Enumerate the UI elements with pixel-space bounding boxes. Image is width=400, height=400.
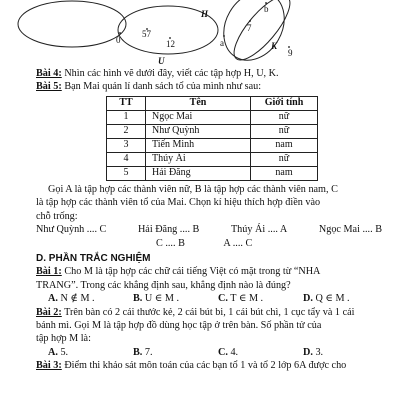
element-7: 7 [247, 23, 252, 33]
set-k-label: K [271, 41, 278, 51]
worksheet-content [36, 68, 388, 374]
exercise-4 [36, 68, 388, 80]
venn-diagrams [0, 0, 400, 66]
fill-item: C .... B [156, 237, 185, 249]
option-c[interactable]: C. T ∈ M . [218, 293, 264, 305]
exercise-5-desc-3: chỗ trống: [36, 210, 78, 222]
question-1-options [36, 293, 388, 305]
question-1-text-1: Bài 1: Cho M là tập hợp các chữ cái tiếng Việt có mặt trong từ “NHA [36, 266, 321, 278]
element-57: 57 [142, 29, 151, 39]
question-1-label: Bài 1: [36, 266, 62, 278]
table-row: 4 Thúy Ái nữ [107, 152, 318, 166]
exercise-4-label: Bài 4: [36, 68, 62, 79]
option-a[interactable]: A. 5. [48, 346, 69, 358]
section-heading: D. PHẦN TRẮC NGHIỆM [36, 253, 151, 265]
set-h-label: H [201, 9, 209, 19]
header-tt: TT [107, 96, 146, 110]
element-0: 0 [116, 35, 121, 45]
option-c[interactable]: C. 4. [218, 346, 239, 358]
set-u-label: U [158, 56, 165, 66]
element-12: 12 [166, 39, 175, 49]
element-a: a [220, 38, 224, 48]
fill-in-row-2 [36, 238, 388, 250]
table-row: 3 Tiến Minh nam [107, 138, 318, 152]
question-2-label: Bài 2: [36, 306, 62, 318]
header-ten: Tên [146, 96, 251, 110]
exercise-5 [36, 81, 388, 93]
table-row: 2 Như Quỳnh nữ [107, 124, 318, 138]
question-2-text-3: tập hợp M là: [36, 333, 91, 345]
set-k-ellipse-1 [212, 0, 296, 66]
option-d[interactable]: D. 3. [303, 346, 324, 358]
fill-item: Thúy Ái .... A [230, 224, 288, 236]
question-2-options [36, 347, 388, 359]
fill-item: Hải Đăng .... B [137, 224, 200, 236]
question-3-label: Bài 3: [36, 360, 62, 372]
question-2-text-2: bánh mì. Gọi M là tập hợp đồ dùng học tập ở trên bàn. Số phần tử của [36, 320, 322, 331]
set-h-ellipse [18, 1, 126, 47]
exercise-4-text: Nhìn các hình vẽ dưới đây, viết các tập hợp H, U, K. [61, 68, 279, 79]
option-a[interactable]: A. N ∉ M . [48, 293, 95, 305]
member-table [106, 96, 318, 181]
exercise-5-desc-1: Gọi A là tập hợp các thành viên nữ, B là tập hợp các thành viên nam, C [48, 183, 338, 195]
fill-item: Ngọc Mai .... B [318, 224, 382, 236]
fill-in-row-1 [36, 224, 388, 236]
fill-item: A .... C [223, 237, 253, 249]
question-3-text-1: Bài 3: Điểm thi khảo sát môn toán của các bạn tổ 1 và tổ 2 lớp 6A được cho [36, 360, 347, 372]
table-row: 1 Ngọc Mai nữ [107, 110, 318, 124]
option-b[interactable]: B. U ∈ M . [133, 293, 180, 305]
venn-figure [0, 0, 400, 66]
exercise-5-desc-2: là tập hợp các thành viên tổ của Mai. Chọn kí hiệu thích hợp điền vào [36, 197, 321, 209]
header-gioi-tinh: Giới tính [251, 96, 318, 110]
question-1-text-2: TRANG”. Trong các khẳng định sau, khẳng định nào là đúng? [36, 279, 291, 291]
option-d[interactable]: D. Q ∈ M . [303, 293, 350, 305]
option-b[interactable]: B. 7. [133, 346, 153, 358]
exercise-5-label: Bài 5: [36, 81, 62, 93]
table-header-row [107, 96, 318, 110]
question-2-text-1: Bài 2: Trên bàn có 2 cái thước kẻ, 2 cái bút bi, 1 cái bút chì, 1 cục tẩy và 1 cái [36, 306, 355, 318]
fill-item: Như Quỳnh .... C [36, 224, 107, 236]
element-9: 9 [288, 48, 293, 58]
element-b: b [264, 4, 269, 14]
table-row: 5 Hải Đăng nam [107, 166, 318, 180]
exercise-5-text: Bạn Mai quản lí danh sách tổ của mình như sau: [61, 81, 262, 93]
